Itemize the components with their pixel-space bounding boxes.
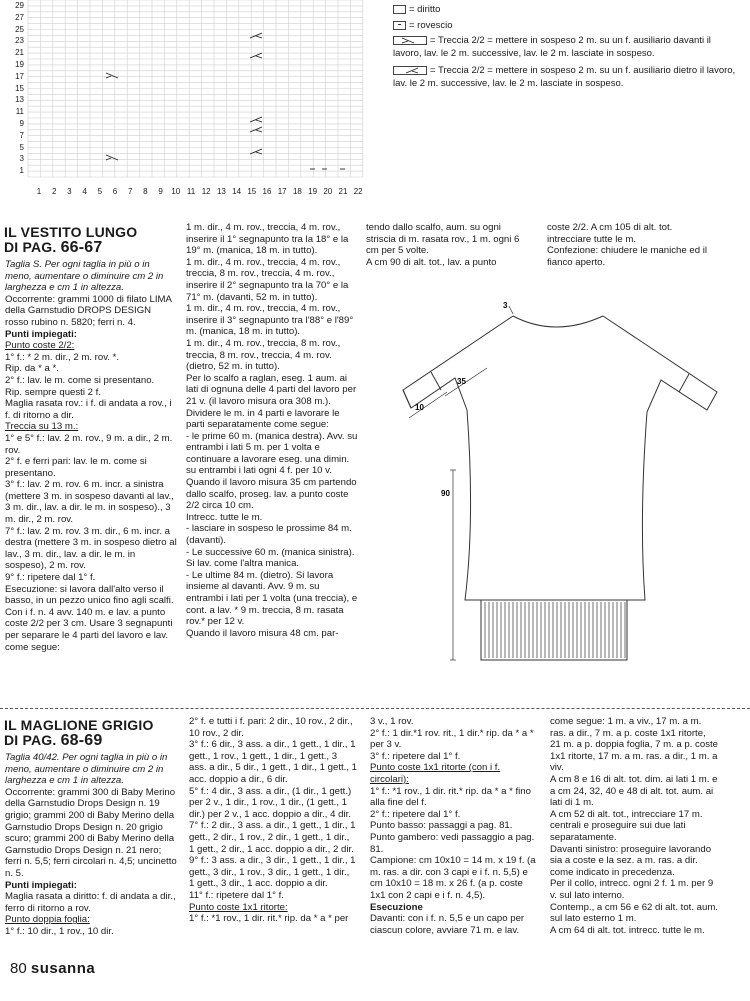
- legend-item-knit: = diritto: [393, 2, 738, 18]
- row-number: 27: [15, 12, 24, 22]
- col-number: 18: [292, 187, 302, 196]
- section1-title-line1: IL VESTITO LUNGO: [4, 224, 138, 240]
- row-number: 11: [15, 107, 24, 117]
- col-number: 11: [186, 187, 196, 196]
- col-number: 3: [67, 187, 72, 196]
- row-number: 5: [19, 142, 24, 152]
- legend-item-purl: = rovescio: [393, 18, 738, 34]
- col-number: 2: [51, 187, 57, 196]
- col-number: 22: [353, 187, 363, 196]
- row-number: 13: [15, 95, 24, 105]
- row-number: 29: [15, 1, 24, 10]
- left-sleeve: [403, 316, 513, 410]
- legend-item-cable-front: = Treccia 2/2 = mettere in sospeso 2 m. su un f. ausiliario davanti il lavoro, lav. le 2 m. successive, lav. le 2 m. lasciate in sospeso.: [393, 35, 711, 59]
- col-number: 7: [127, 187, 133, 196]
- left-cuff: [403, 390, 411, 408]
- row-number: 21: [15, 48, 24, 58]
- section1-col4: coste 2/2. A cm 105 di alt. tot. intrecciare tutte le m. Confezione: chiudere le maniche ed il fianco aperto.: [547, 222, 707, 268]
- row-number: 1: [19, 166, 24, 176]
- col-number: 10: [171, 187, 181, 196]
- col-number: 15: [247, 187, 257, 196]
- section2-col4: come segue: 1 m. a viv., 17 m. a m. ras. a dir., 7 m. a p. coste 1x1 ritorte, 21 m. a p. doppia foglia, 7 m. a p. coste 1x1 ritorte, 17 m. a m. ras. a dir., 1 m. a viv. A cm 8 e 16 di alt. tot. dim. ai lati 1 m. e a cm 24, 32, 40 e 48 di alt. tot. aum. ai lati di 1 m. A cm 52 di alt. tot., intrecciare 17 m. centrali e proseguire sui due lati separatamente. Davanti sinistro: proseguire lavorando sia a coste e la sez. a m. ras. a dir. come indicato in precedenza. Per il collo, intrecc. ogni 2 f. 1 m. per 9 v. sul lato interno. Contemp., a cm 56 e 62 di alt. tot. aum. sul lato esterno 1 m. A cm 64 di alt. tot. intrecc. tutte le m.: [550, 716, 718, 936]
- dress-schematic: [395, 300, 725, 695]
- section-divider: [0, 708, 750, 709]
- dim-10: 10: [415, 403, 424, 412]
- section1-title-line2: DI PAG. 66-67: [4, 239, 103, 256]
- section1-col1: Taglia S. Per ogni taglia in più o in meno, aumentare o diminuire cm 2 in larghezza e cm 1 in altezza. Occorrente: grammi 1000 di filato LIMA della Garnstudio DROPS DESIGN rosso rubino n. 5820; ferri n. 4. Punti impiegati: Punto coste 2/2: 1° f.: * 2 m. dir., 2 m. rov. *. Rip. da * a *. 2° f.: lav. le m. come si presentano. Rip. sempre questi 2 f. Maglia rasata rov.: i f. di andata a rov., i f. di ritorno a dir. Treccia su 13 m.: 1° e 5° f.: lav. 2 m. rov., 9 m. a dir., 2 m. rov. 2° f. e ferri pari: lav. le m. come si presentano. 3° f.: lav. 2 m. rov. 6 m. incr. a sinistra (mettere 3 m. in sospeso davanti al lav., 3 m. dir., lav. a dir. le m. in sospeso)., 3 m. dir., 2 m. rov. 7° f.: lav. 2 m. rov. 3 m. dir., 6 m. incr. a destra (mettere 3 m. in sospeso dietro al lav., 3 m. dir., lav. a dir. le m. in sospeso), 2 m. rov. 9° f.: ripetere dal 1° f. Esecuzione: si lavora dall'alto verso il basso, in un pezzo unico fino agli scalfi. Con i f. n. 4 avv. 140 m. e lav. a punto coste 2/2 per 3 cm. Usare 3 segnapunti per separare le 4 parti del lavoro e lav. come segue:: [5, 259, 177, 653]
- section2-title-line1: IL MAGLIONE GRIGIO: [4, 717, 154, 733]
- section1-col2: 1 m. dir., 4 m. rov., treccia, 4 m. rov., inserire il 1° segnapunto tra la 18° e la 19° m. (manica, 18 m. in tutto). 1 m. dir., 4 m. rov., treccia, 4 m. rov., treccia, 8 m. rov., treccia, 4 m. rov., inserire il 2° segnapunto tra la 70° e la 71° m. (davanti, 52 m. in tutto). 1 m. dir., 4 m. rov., treccia, 4 m. rov., inserire il 3° segnapunto tra l'88° e l'89° m. (manica, 18 m. in tutto). 1 m. dir., 4 m. rov., treccia, 8 m. rov., treccia, 8 m. rov., treccia, 4 m. rov. (dietro, 52 m. in tutto). Per lo scalfo a raglan, eseg. 1 aum. ai lati di ognuna delle 4 parti del lavoro per 21 v. (il lavoro misura ora 308 m.). Dividere le m. in 4 parti e lavorare le parti separatamente come segue: - le prime 60 m. (manica destra). Avv. su entrambi i lati 5 m. per 1 volta e continuare a lavorare eseg. una dimin. su entrambi i lati ogni 4 f. per 10 v. Quando il lavoro misura 35 cm partendo dallo scalfo, proseg. lav. a punto coste 2/2 circa 10 cm. Intrecc. tutte le m. - lasciare in sospeso le prossime 84 m. (davanti). - Le successive 60 m. (manica sinistra). Si lav. come l'altra manica. - Le ultime 84 m. (dietro). Si lavora insieme al davanti. Avv. 9 m. su entrambi i lati per 1 volta (una treccia), e cont. a lav. * 9 m. treccia, 8 m. rasata rov.* per 12 v. Quando il lavoro misura 48 cm. par-: [186, 222, 358, 639]
- dim-90: 90: [441, 489, 450, 498]
- knit-symbol-icon: [393, 5, 406, 14]
- right-sleeve: [603, 316, 717, 412]
- page-number: 80: [10, 960, 27, 977]
- row-number: 15: [15, 83, 24, 93]
- row-number: 9: [19, 119, 24, 128]
- section1-title: [4, 225, 174, 255]
- row-number: 17: [15, 71, 24, 81]
- col-number: 8: [143, 187, 148, 196]
- section2-title: [4, 718, 179, 748]
- chart-grid: [0, 0, 375, 180]
- section2-col1: Taglia 40/42. Per ogni taglia in più o in meno, aumentare o diminuire cm 2 in larghezza e cm 1 in altezza. Occorrente: grammi 300 di Baby Merino della Garnstudio Drops Design n. 19 grigio; grammi 200 di Baby Merino della Garnstudio Drops Design n. 20 grigio scuro; grammi 200 di Baby Merino della Garnstudio Drops Design n. 21 nero; ferri n. 5,5; ferri circolari n. 4,5; uncinetto n. 5. Punti impiegati: Maglia rasata a diritto: f. di andata a dir., ferro di ritorno a rov. Punto doppia foglia: 1° f.: 10 dir., 1 rov., 10 dir.: [5, 752, 177, 937]
- cable-front-symbol-icon: [393, 36, 427, 45]
- cable-mark: [250, 53, 262, 58]
- col-number: 20: [323, 187, 333, 196]
- col-number: 14: [232, 187, 242, 196]
- row-number: 7: [19, 130, 24, 140]
- legend-item-cable-back: = Treccia 2/2 = mettere in sospeso 2 m. su un f. ausiliario dietro il lavoro, lav. le 2 m. successive, lav. le 2 m. lasciate in sospeso.: [393, 65, 736, 89]
- col-number: 6: [112, 187, 118, 196]
- col-number: 19: [308, 187, 318, 196]
- col-number: 9: [158, 187, 163, 196]
- dress-body: [465, 410, 647, 660]
- col-number: 16: [262, 187, 272, 196]
- col-number: 1: [36, 187, 42, 196]
- dim-35: 35: [457, 377, 466, 386]
- col-number: 17: [277, 187, 287, 196]
- cable-back-symbol-icon: [393, 66, 427, 75]
- col-number: 13: [216, 187, 226, 196]
- col-number: 5: [97, 187, 103, 196]
- section2-title-line2: DI PAG. 68-69: [4, 732, 103, 749]
- section2-col2: 2° f. e tutti i f. pari: 2 dir., 10 rov., 2 dir., 10 rov., 2 dir. 3° f.: 6 dir., 3 ass. a dir., 1 gett., 1 dir., 1 gett., 1 rov., 1 gett., 1 dir., 1 gett., 3 ass. a dir., 5 dir., 1 gett., 1 dir., 1 gett., 1 acc. doppio a dir., 6 dir. 5° f.: 4 dir., 3 ass. a dir., (1 dir., 1 gett.) per 2 v., 1 dir., 1 rov., 1 dir., (1 gett., 1 dir.) per 2 v., 1 acc. doppio a dir., 4 dir. 7° f.: 2 dir., 3 ass. a dir., 1 gett., 1 dir., 1 gett., 2 dir., 1 rov., 2 dir., 1 gett., 1 dir., 1 gett., 2 dir., 1 acc. doppio a dir., 2 dir. 9° f.: 3 ass. a dir., 3 dir., 1 gett., 1 dir., 1 gett., 3 dir., 1 rov., 3 dir., 1 gett., 1 dir., 1 gett., 3 dir., 1 acc. doppio a dir. 11° f.: ripetere dal 1° f. Punto coste 1x1 ritorte: 1° f.: *1 rov., 1 dir. rit.* rip. da * a * per: [189, 716, 357, 925]
- page-footer: [10, 960, 95, 977]
- section1-col3: tendo dallo scalfo, aum. su ogni striscia di m. rasata rov., 1 m. ogni 6 cm per 5 volte. A cm 90 di alt. tot., lav. a punto: [366, 222, 520, 268]
- row-number: 19: [15, 60, 24, 69]
- purl-symbol-icon: [393, 21, 406, 30]
- col-number: 12: [201, 187, 211, 196]
- section2-col3: 3 v., 1 rov. 2° f.: 1 dir.*1 rov. rit., 1 dir.* rip. da * a * per 3 v. 3° f.: ripetere dal 1° f. Punto coste 1x1 ritorte (con i f. circolari): 1° f.: *1 rov., 1 dir. rit.* rip. da * a * fino alla fine del f. 2° f.: ripetere dal 1° f. Punto basso: passaggi a pag. 81. Punto gambero: vedi passaggio a pag. 81. Campione: cm 10x10 = 14 m. x 19 f. (a m. ras. a dir. con 3 capi e i f. n. 5,5) e cm 10x10 = 18 m. x 26 f. (a p. coste 1x1 con 2 capi e i f. n. 4,5). Esecuzione Davanti: con i f. n. 5,5 e un capo per ciascun colore, avviare 71 m. e lav.: [370, 716, 536, 936]
- neckline: [513, 316, 603, 327]
- cable-mark: [106, 73, 118, 78]
- row-number: 23: [15, 36, 24, 46]
- col-number: 21: [338, 187, 348, 196]
- legend: [393, 0, 738, 90]
- knitting-chart: [0, 0, 375, 200]
- magazine-name: susanna: [30, 960, 96, 977]
- col-number: 4: [82, 187, 87, 196]
- row-number: 3: [19, 154, 24, 164]
- dim-3: 3: [503, 301, 508, 310]
- row-number: 25: [15, 24, 24, 34]
